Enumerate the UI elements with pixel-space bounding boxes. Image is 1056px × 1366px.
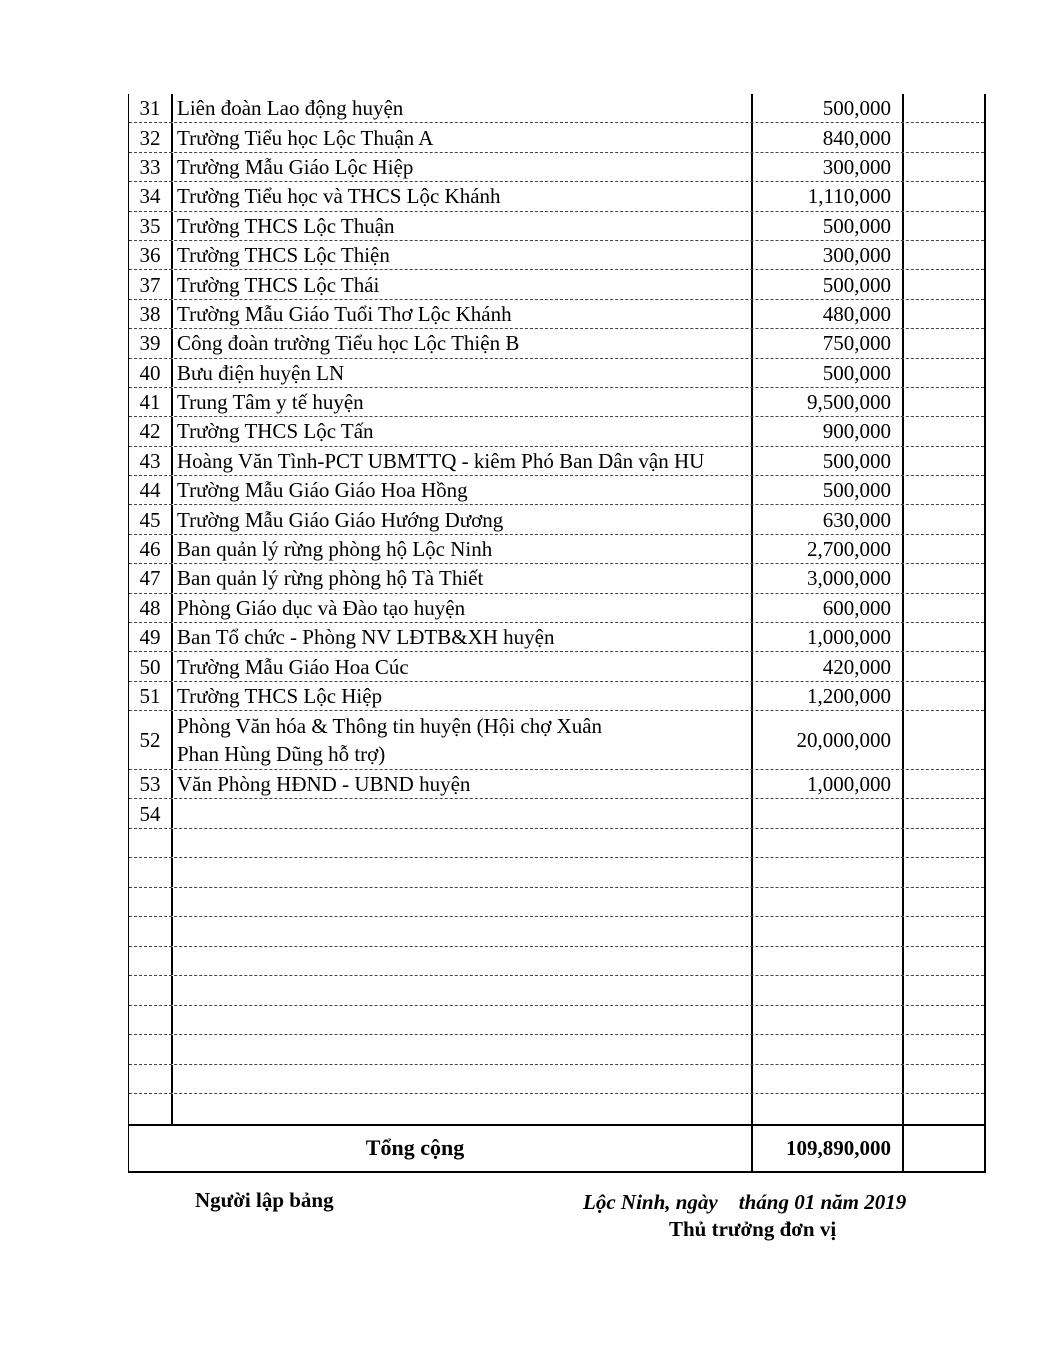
row-number: 45 xyxy=(129,505,173,533)
amount: 600,000 xyxy=(753,594,904,622)
empty-cell xyxy=(173,947,753,976)
unit-name xyxy=(173,623,753,651)
table-row xyxy=(129,594,984,623)
empty-cell xyxy=(753,1006,904,1035)
unit-name xyxy=(173,300,753,328)
unit-name-line: Hoàng Văn Tình-PCT UBMTTQ - kiêm Phó Ban Dân vận HU xyxy=(177,448,705,473)
table-row xyxy=(129,682,984,711)
note-cell xyxy=(904,388,984,416)
unit-name-line: Ban Tổ chức - Phòng NV LĐTB&XH huyện xyxy=(177,625,555,650)
unit-name xyxy=(173,123,753,151)
unit-name-line: Trường THCS Lộc Thiện xyxy=(177,243,390,268)
note-cell xyxy=(904,300,984,328)
note-cell xyxy=(904,417,984,445)
empty-cell xyxy=(173,1094,753,1124)
empty-cell xyxy=(904,829,984,858)
table-row xyxy=(129,329,984,358)
empty-row xyxy=(129,976,984,1006)
empty-cell xyxy=(129,947,173,976)
amount: 1,000,000 xyxy=(753,770,904,798)
note-cell xyxy=(904,212,984,240)
table-row xyxy=(129,212,984,241)
empty-cell xyxy=(173,858,753,887)
note-cell xyxy=(904,270,984,298)
empty-cell xyxy=(129,1006,173,1035)
table-row xyxy=(129,94,984,123)
note-cell xyxy=(904,711,984,769)
amount: 500,000 xyxy=(753,447,904,475)
empty-cell xyxy=(129,888,173,917)
empty-cell xyxy=(129,917,173,946)
empty-cell xyxy=(904,976,984,1005)
table-row xyxy=(129,652,984,681)
unit-name xyxy=(173,682,753,710)
amount: 500,000 xyxy=(753,212,904,240)
amount: 20,000,000 xyxy=(753,711,904,769)
note-cell xyxy=(904,770,984,798)
amount: 840,000 xyxy=(753,123,904,151)
amount: 750,000 xyxy=(753,329,904,357)
unit-name-line: Trường Mẫu Giáo Giáo Hướng Dương xyxy=(177,507,504,532)
amount: 630,000 xyxy=(753,505,904,533)
unit-name-line: Phan Hùng Dũng hỗ trợ) xyxy=(177,742,386,767)
empty-cell xyxy=(753,1065,904,1094)
table-row xyxy=(129,241,984,270)
date-line: Lộc Ninh, ngày tháng 01 năm 2019 xyxy=(583,1190,907,1214)
row-number: 40 xyxy=(129,359,173,387)
empty-cell xyxy=(753,1035,904,1064)
unit-name-line: Trường THCS Lộc Hiệp xyxy=(177,684,383,708)
empty-cell xyxy=(173,1035,753,1064)
unit-name-line: Trường Mẫu Giáo Hoa Cúc xyxy=(177,654,409,679)
row-number: 36 xyxy=(129,241,173,269)
note-cell xyxy=(904,447,984,475)
empty-cell xyxy=(753,947,904,976)
empty-cell xyxy=(129,829,173,858)
table-row xyxy=(129,623,984,652)
unit-name xyxy=(173,388,753,416)
row-number: 49 xyxy=(129,623,173,651)
note-cell xyxy=(904,535,984,563)
unit-name xyxy=(173,94,753,122)
amount: 500,000 xyxy=(753,94,904,122)
unit-name-line: Công đoàn trường Tiểu học Lộc Thiện B xyxy=(177,331,520,356)
row-number: 48 xyxy=(129,594,173,622)
empty-row xyxy=(129,1094,984,1124)
empty-cell xyxy=(904,947,984,976)
row-number: 35 xyxy=(129,212,173,240)
table-row xyxy=(129,535,984,564)
amount: 500,000 xyxy=(753,270,904,298)
empty-row xyxy=(129,1065,984,1095)
table-row xyxy=(129,505,984,534)
unit-name xyxy=(173,711,753,769)
empty-cell xyxy=(753,917,904,946)
note-cell xyxy=(904,476,984,504)
unit-name xyxy=(173,153,753,181)
unit-name xyxy=(173,770,753,798)
unit-name-line: Phòng Văn hóa & Thông tin huyện (Hội chợ Xuân xyxy=(177,714,603,739)
unit-name xyxy=(173,212,753,240)
unit-name-line: Bưu điện huyện LN xyxy=(177,360,345,385)
row-number: 47 xyxy=(129,564,173,592)
empty-cell xyxy=(129,1065,173,1094)
empty-cell xyxy=(904,888,984,917)
unit-name-line: Trường THCS Lộc Thái xyxy=(177,272,380,297)
note-cell xyxy=(904,123,984,151)
row-number: 33 xyxy=(129,153,173,181)
table-row xyxy=(129,770,984,799)
table-row xyxy=(129,182,984,211)
amount: 480,000 xyxy=(753,300,904,328)
row-number: 41 xyxy=(129,388,173,416)
note-cell xyxy=(904,153,984,181)
table-row xyxy=(129,711,984,770)
total-label: Tổng cộng xyxy=(129,1126,753,1171)
amount: 300,000 xyxy=(753,241,904,269)
empty-cell xyxy=(904,917,984,946)
unit-name-line: Ban quản lý rừng phòng hộ Lộc Ninh xyxy=(177,537,493,562)
note-cell xyxy=(904,359,984,387)
table-row xyxy=(129,799,984,828)
empty-cell xyxy=(753,888,904,917)
unit-name xyxy=(173,535,753,563)
total-note-cell xyxy=(904,1126,984,1171)
head-of-unit-label: Thủ trưởng đơn vị xyxy=(669,1217,837,1241)
row-number: 46 xyxy=(129,535,173,563)
note-cell xyxy=(904,682,984,710)
amount: 1,000,000 xyxy=(753,623,904,651)
note-cell xyxy=(904,182,984,210)
empty-cell xyxy=(904,1035,984,1064)
empty-cell xyxy=(129,858,173,887)
row-number: 37 xyxy=(129,270,173,298)
note-cell xyxy=(904,329,984,357)
unit-name-line: Trường THCS Lộc Thuận xyxy=(177,213,395,238)
empty-row xyxy=(129,1006,984,1036)
table-body xyxy=(129,94,984,1124)
empty-cell xyxy=(129,976,173,1005)
empty-row xyxy=(129,947,984,977)
unit-name-line: Phòng Giáo dục và Đào tạo huyện xyxy=(177,595,466,620)
empty-row xyxy=(129,829,984,859)
row-number: 50 xyxy=(129,652,173,680)
table-row xyxy=(129,153,984,182)
row-number: 32 xyxy=(129,123,173,151)
table-row xyxy=(129,300,984,329)
row-number: 53 xyxy=(129,770,173,798)
amount: 300,000 xyxy=(753,153,904,181)
unit-name xyxy=(173,447,753,475)
unit-name xyxy=(173,329,753,357)
empty-cell xyxy=(904,1094,984,1124)
amount: 900,000 xyxy=(753,417,904,445)
unit-name-line: Ban quản lý rừng phòng hộ Tà Thiết xyxy=(177,566,484,591)
unit-name xyxy=(173,476,753,504)
row-number: 31 xyxy=(129,94,173,122)
amount: 2,700,000 xyxy=(753,535,904,563)
amount: 1,110,000 xyxy=(753,182,904,210)
empty-cell xyxy=(904,858,984,887)
empty-row xyxy=(129,1035,984,1065)
unit-name-line: Trung Tâm y tế huyện xyxy=(177,390,364,415)
amount: 1,200,000 xyxy=(753,682,904,710)
empty-row xyxy=(129,917,984,947)
row-number: 42 xyxy=(129,417,173,445)
row-number: 44 xyxy=(129,476,173,504)
donation-table xyxy=(128,94,986,1173)
note-cell xyxy=(904,799,984,827)
empty-cell xyxy=(173,888,753,917)
empty-cell xyxy=(753,858,904,887)
empty-cell xyxy=(129,1035,173,1064)
unit-name-line: Liên đoàn Lao động huyện xyxy=(177,96,404,121)
note-cell xyxy=(904,94,984,122)
table-row xyxy=(129,359,984,388)
unit-name xyxy=(173,652,753,680)
empty-cell xyxy=(129,1094,173,1124)
note-cell xyxy=(904,652,984,680)
unit-name-line: Trường Mẫu Giáo Lộc Hiệp xyxy=(177,154,414,179)
row-number: 52 xyxy=(129,711,173,769)
unit-name xyxy=(173,564,753,592)
note-cell xyxy=(904,594,984,622)
note-cell xyxy=(904,623,984,651)
unit-name xyxy=(173,182,753,210)
unit-name-line: Văn Phòng HĐND - UBND huyện xyxy=(177,772,471,797)
row-number: 54 xyxy=(129,799,173,827)
amount: 500,000 xyxy=(753,359,904,387)
table-row xyxy=(129,476,984,505)
note-cell xyxy=(904,241,984,269)
unit-name-line: Trường THCS Lộc Tấn xyxy=(177,419,374,444)
preparer-label: Người lập bảng xyxy=(195,1188,334,1212)
empty-cell xyxy=(904,1065,984,1094)
empty-cell xyxy=(173,829,753,858)
empty-row xyxy=(129,858,984,888)
unit-name xyxy=(173,241,753,269)
unit-name xyxy=(173,417,753,445)
row-number: 34 xyxy=(129,182,173,210)
row-number: 51 xyxy=(129,682,173,710)
unit-name xyxy=(173,359,753,387)
empty-cell xyxy=(173,1065,753,1094)
amount xyxy=(753,799,904,827)
note-cell xyxy=(904,505,984,533)
note-cell xyxy=(904,564,984,592)
empty-cell xyxy=(904,1006,984,1035)
empty-cell xyxy=(173,917,753,946)
empty-cell xyxy=(173,1006,753,1035)
total-amount: 109,890,000 xyxy=(753,1126,904,1171)
table-row xyxy=(129,447,984,476)
unit-name xyxy=(173,799,753,827)
unit-name-line: Trường Tiểu học và THCS Lộc Khánh xyxy=(177,184,501,209)
table-row xyxy=(129,270,984,299)
total-row xyxy=(129,1124,984,1171)
table-row xyxy=(129,417,984,446)
unit-name xyxy=(173,270,753,298)
unit-name-line: Trường Tiểu học Lộc Thuận A xyxy=(177,125,434,150)
row-number: 39 xyxy=(129,329,173,357)
amount: 500,000 xyxy=(753,476,904,504)
empty-row xyxy=(129,888,984,918)
table-row xyxy=(129,123,984,152)
empty-cell xyxy=(753,976,904,1005)
table-row xyxy=(129,564,984,593)
unit-name xyxy=(173,505,753,533)
empty-cell xyxy=(753,829,904,858)
empty-cell xyxy=(753,1094,904,1124)
unit-name-line: Trường Mẫu Giáo Giáo Hoa Hồng xyxy=(177,478,468,503)
amount: 420,000 xyxy=(753,652,904,680)
unit-name xyxy=(173,594,753,622)
unit-name-line: Trường Mẫu Giáo Tuổi Thơ Lộc Khánh xyxy=(177,301,512,326)
empty-cell xyxy=(173,976,753,1005)
table-row xyxy=(129,388,984,417)
amount: 3,000,000 xyxy=(753,564,904,592)
amount: 9,500,000 xyxy=(753,388,904,416)
row-number: 43 xyxy=(129,447,173,475)
row-number: 38 xyxy=(129,300,173,328)
